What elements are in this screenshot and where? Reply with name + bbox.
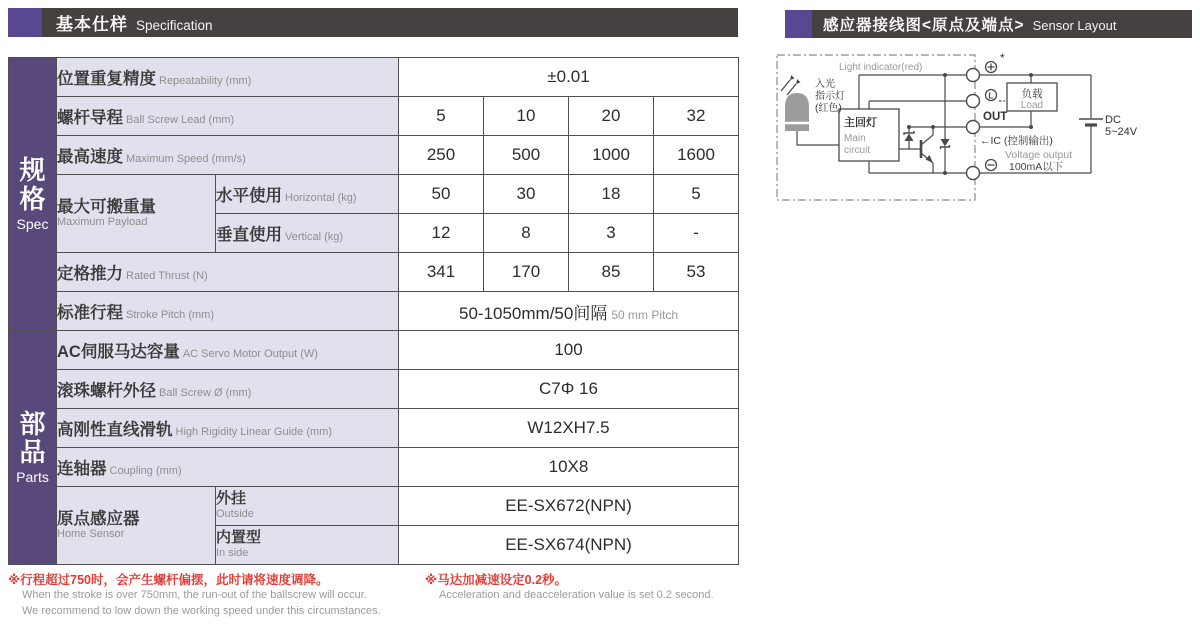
- section-title-en: Sensor Layout: [1032, 18, 1117, 33]
- label-en: Maximum Payload: [57, 216, 148, 229]
- sidebar-parts: [9, 331, 57, 565]
- label-en: Stroke Pitch (mm): [126, 309, 215, 321]
- label-zh: 原点感应器: [57, 510, 140, 529]
- terminal-l-letter: L: [988, 90, 994, 101]
- label-zh: 外挂: [216, 490, 247, 508]
- label-en: Ball Screw Lead (mm): [126, 114, 235, 126]
- value-servo-output: 100: [399, 331, 739, 370]
- value-repeatability: ±0.01: [399, 58, 739, 97]
- zener-diode-1: [904, 131, 914, 141]
- led-label-line3: (红色): [815, 103, 842, 114]
- led-label-line2: 指示灯: [815, 91, 845, 102]
- label-zh: 最高速度: [57, 148, 123, 166]
- load-label-en: Load: [1020, 100, 1044, 111]
- value-zh: 50-1050mm/50间隔: [458, 303, 608, 323]
- battery-symbol: [1079, 119, 1103, 125]
- value-horizontal-4: 5: [654, 175, 739, 214]
- value-sensor-outside: EE-SX672(NPN): [399, 487, 739, 526]
- terminal-circles: [967, 69, 980, 180]
- value-speed-1: 250: [399, 136, 484, 175]
- label-zh: 标准行程: [57, 304, 123, 322]
- section-title-zh: 基本仕样: [56, 15, 128, 34]
- sidebar-parts-zh: 部品: [19, 408, 46, 467]
- main-circuit-label-en1: Main: [844, 133, 866, 144]
- table-row: [9, 253, 739, 292]
- table-row: [9, 136, 739, 175]
- zener-diode-2: [941, 139, 950, 149]
- section-title-en: Specification: [136, 18, 213, 33]
- load-label-zh: 负载: [1021, 88, 1043, 100]
- value-vertical-4: -: [654, 214, 739, 253]
- label-en: Repeatability (mm): [159, 75, 252, 87]
- table-row: [9, 370, 739, 409]
- led-icon: [781, 75, 809, 131]
- label-linear-guide: [57, 409, 399, 448]
- label-en: Ball Screw Ø (mm): [159, 387, 252, 399]
- label-en: In side: [216, 546, 249, 559]
- label-sensor-inside: [216, 526, 399, 565]
- table-row: [9, 331, 739, 370]
- section-title-zh: 感应器接线图<原点及端点>: [823, 17, 1025, 34]
- voltage-output-label: Voltage output: [1005, 149, 1073, 161]
- terminal-star: *: [1000, 51, 1005, 65]
- sidebar-parts-en: Parts: [16, 469, 49, 486]
- value-sensor-inside: EE-SX674(NPN): [399, 526, 739, 565]
- light-indicator-label: Light indicator(red): [839, 62, 923, 73]
- label-repeatability: [57, 58, 399, 97]
- value-vertical-1: 12: [399, 214, 484, 253]
- value-ball-screw-od: C7Φ 16: [399, 370, 739, 409]
- led-label-line1: 入光: [815, 79, 835, 90]
- value-horizontal-1: 50: [399, 175, 484, 214]
- label-en: Vertical (kg): [285, 231, 344, 243]
- main-circuit-label-en2: circuit: [844, 145, 871, 156]
- footnote-2-zh: ※马达加减速设定0.2秒。: [425, 573, 568, 587]
- value-thrust-1: 341: [399, 253, 484, 292]
- current-limit-label: 100mA以下: [1009, 161, 1064, 173]
- main-circuit-label-zh: 主回灯: [844, 117, 877, 129]
- section-title-wrap: [56, 10, 213, 35]
- value-lead-4: 32: [654, 97, 739, 136]
- section-header-sensor-layout: [785, 10, 1192, 38]
- out-label: OUT: [983, 111, 1008, 123]
- table-row: [9, 487, 739, 526]
- footnote-1-en-line1: When the stroke is over 750mm, the run-out of the ballscrew will occur.: [22, 589, 367, 602]
- label-en: AC Servo Motor Output (W): [182, 348, 318, 360]
- label-zh: 连轴器: [57, 460, 107, 478]
- section-header-specification: [8, 8, 738, 37]
- table-row: [9, 409, 739, 448]
- specification-table: [8, 57, 739, 565]
- label-rated-thrust: [57, 253, 399, 292]
- table-row: [9, 448, 739, 487]
- label-en: Outside: [216, 507, 254, 520]
- sidebar-spec-en: Spec: [16, 215, 49, 232]
- value-speed-3: 1000: [569, 136, 654, 175]
- label-zh: 水平使用: [216, 187, 282, 205]
- footnote-2: [425, 572, 755, 604]
- label-zh: 滚珠螺杆外径: [57, 382, 156, 400]
- sensor-wiring-diagram: [773, 45, 1193, 207]
- ic-output-label: ←IC (控制输出): [980, 135, 1053, 147]
- label-en: Maximum Speed (mm/s): [126, 153, 246, 165]
- purple-accent-square: [785, 10, 812, 38]
- label-max-payload: [57, 175, 216, 253]
- table-row: [9, 175, 739, 214]
- value-coupling: 10X8: [399, 448, 739, 487]
- value-thrust-4: 53: [654, 253, 739, 292]
- label-zh: 位置重复精度: [57, 70, 156, 88]
- value-vertical-3: 3: [569, 214, 654, 253]
- value-lead-3: 20: [569, 97, 654, 136]
- value-lead-2: 10: [484, 97, 569, 136]
- purple-accent-square: [8, 8, 42, 37]
- value-en: 50 mm Pitch: [611, 307, 679, 322]
- label-zh: 内置型: [216, 529, 262, 547]
- value-speed-4: 1600: [654, 136, 739, 175]
- label-payload-horizontal: [216, 175, 399, 214]
- value-vertical-2: 8: [484, 214, 569, 253]
- label-sensor-outside: [216, 487, 399, 526]
- value-stroke-pitch: [399, 292, 739, 331]
- label-coupling: [57, 448, 399, 487]
- footnote-2-en: Acceleration and deacceleration value is set 0.2 second.: [439, 589, 714, 602]
- table-row: [9, 292, 739, 331]
- label-ball-screw-od: [57, 370, 399, 409]
- label-zh: 高刚性直线滑轨: [57, 421, 173, 439]
- label-ball-screw-lead: [57, 97, 399, 136]
- value-thrust-2: 170: [484, 253, 569, 292]
- terminal-plus-icon: [986, 62, 997, 73]
- sidebar-spec: [9, 58, 57, 331]
- label-zh: 垂直使用: [216, 226, 282, 244]
- value-horizontal-2: 30: [484, 175, 569, 214]
- value-thrust-3: 85: [569, 253, 654, 292]
- footnote-1-en-line2: We recommend to low down the working speed under this circumstances.: [22, 604, 381, 617]
- label-en: Rated Thrust (N): [126, 270, 208, 282]
- dc-label: DC: [1105, 114, 1121, 126]
- label-stroke-pitch: [57, 292, 399, 331]
- label-servo-output: [57, 331, 399, 370]
- label-en: High Rigidity Linear Guide (mm): [175, 426, 332, 438]
- label-en: Home Sensor: [57, 528, 125, 541]
- value-horizontal-3: 18: [569, 175, 654, 214]
- label-zh: AC伺服马达容量: [57, 343, 180, 361]
- value-linear-guide: W12XH7.5: [399, 409, 739, 448]
- label-zh: 最大可搬重量: [57, 198, 156, 217]
- label-max-speed: [57, 136, 399, 175]
- terminal-l-icon: [986, 90, 1006, 102]
- label-en: Coupling (mm): [109, 465, 182, 477]
- sidebar-spec-zh: 规格: [19, 155, 46, 214]
- label-payload-vertical: [216, 214, 399, 253]
- footnote-1: [8, 572, 418, 619]
- value-speed-2: 500: [484, 136, 569, 175]
- value-lead-1: 5: [399, 97, 484, 136]
- label-zh: 螺杆导程: [57, 109, 123, 127]
- table-row: [9, 58, 739, 97]
- label-en: Horizontal (kg): [285, 192, 357, 204]
- footnote-1-zh: ※行程超过750时，会产生螺杆偏摆，此时请将速度调降。: [8, 573, 329, 587]
- table-row: [9, 97, 739, 136]
- section-title-wrap: [823, 13, 1116, 35]
- label-home-sensor: [57, 487, 216, 565]
- dc-range-label: 5~24V: [1105, 126, 1138, 138]
- label-zh: 定格推力: [57, 265, 123, 283]
- terminal-minus-icon: [986, 160, 997, 171]
